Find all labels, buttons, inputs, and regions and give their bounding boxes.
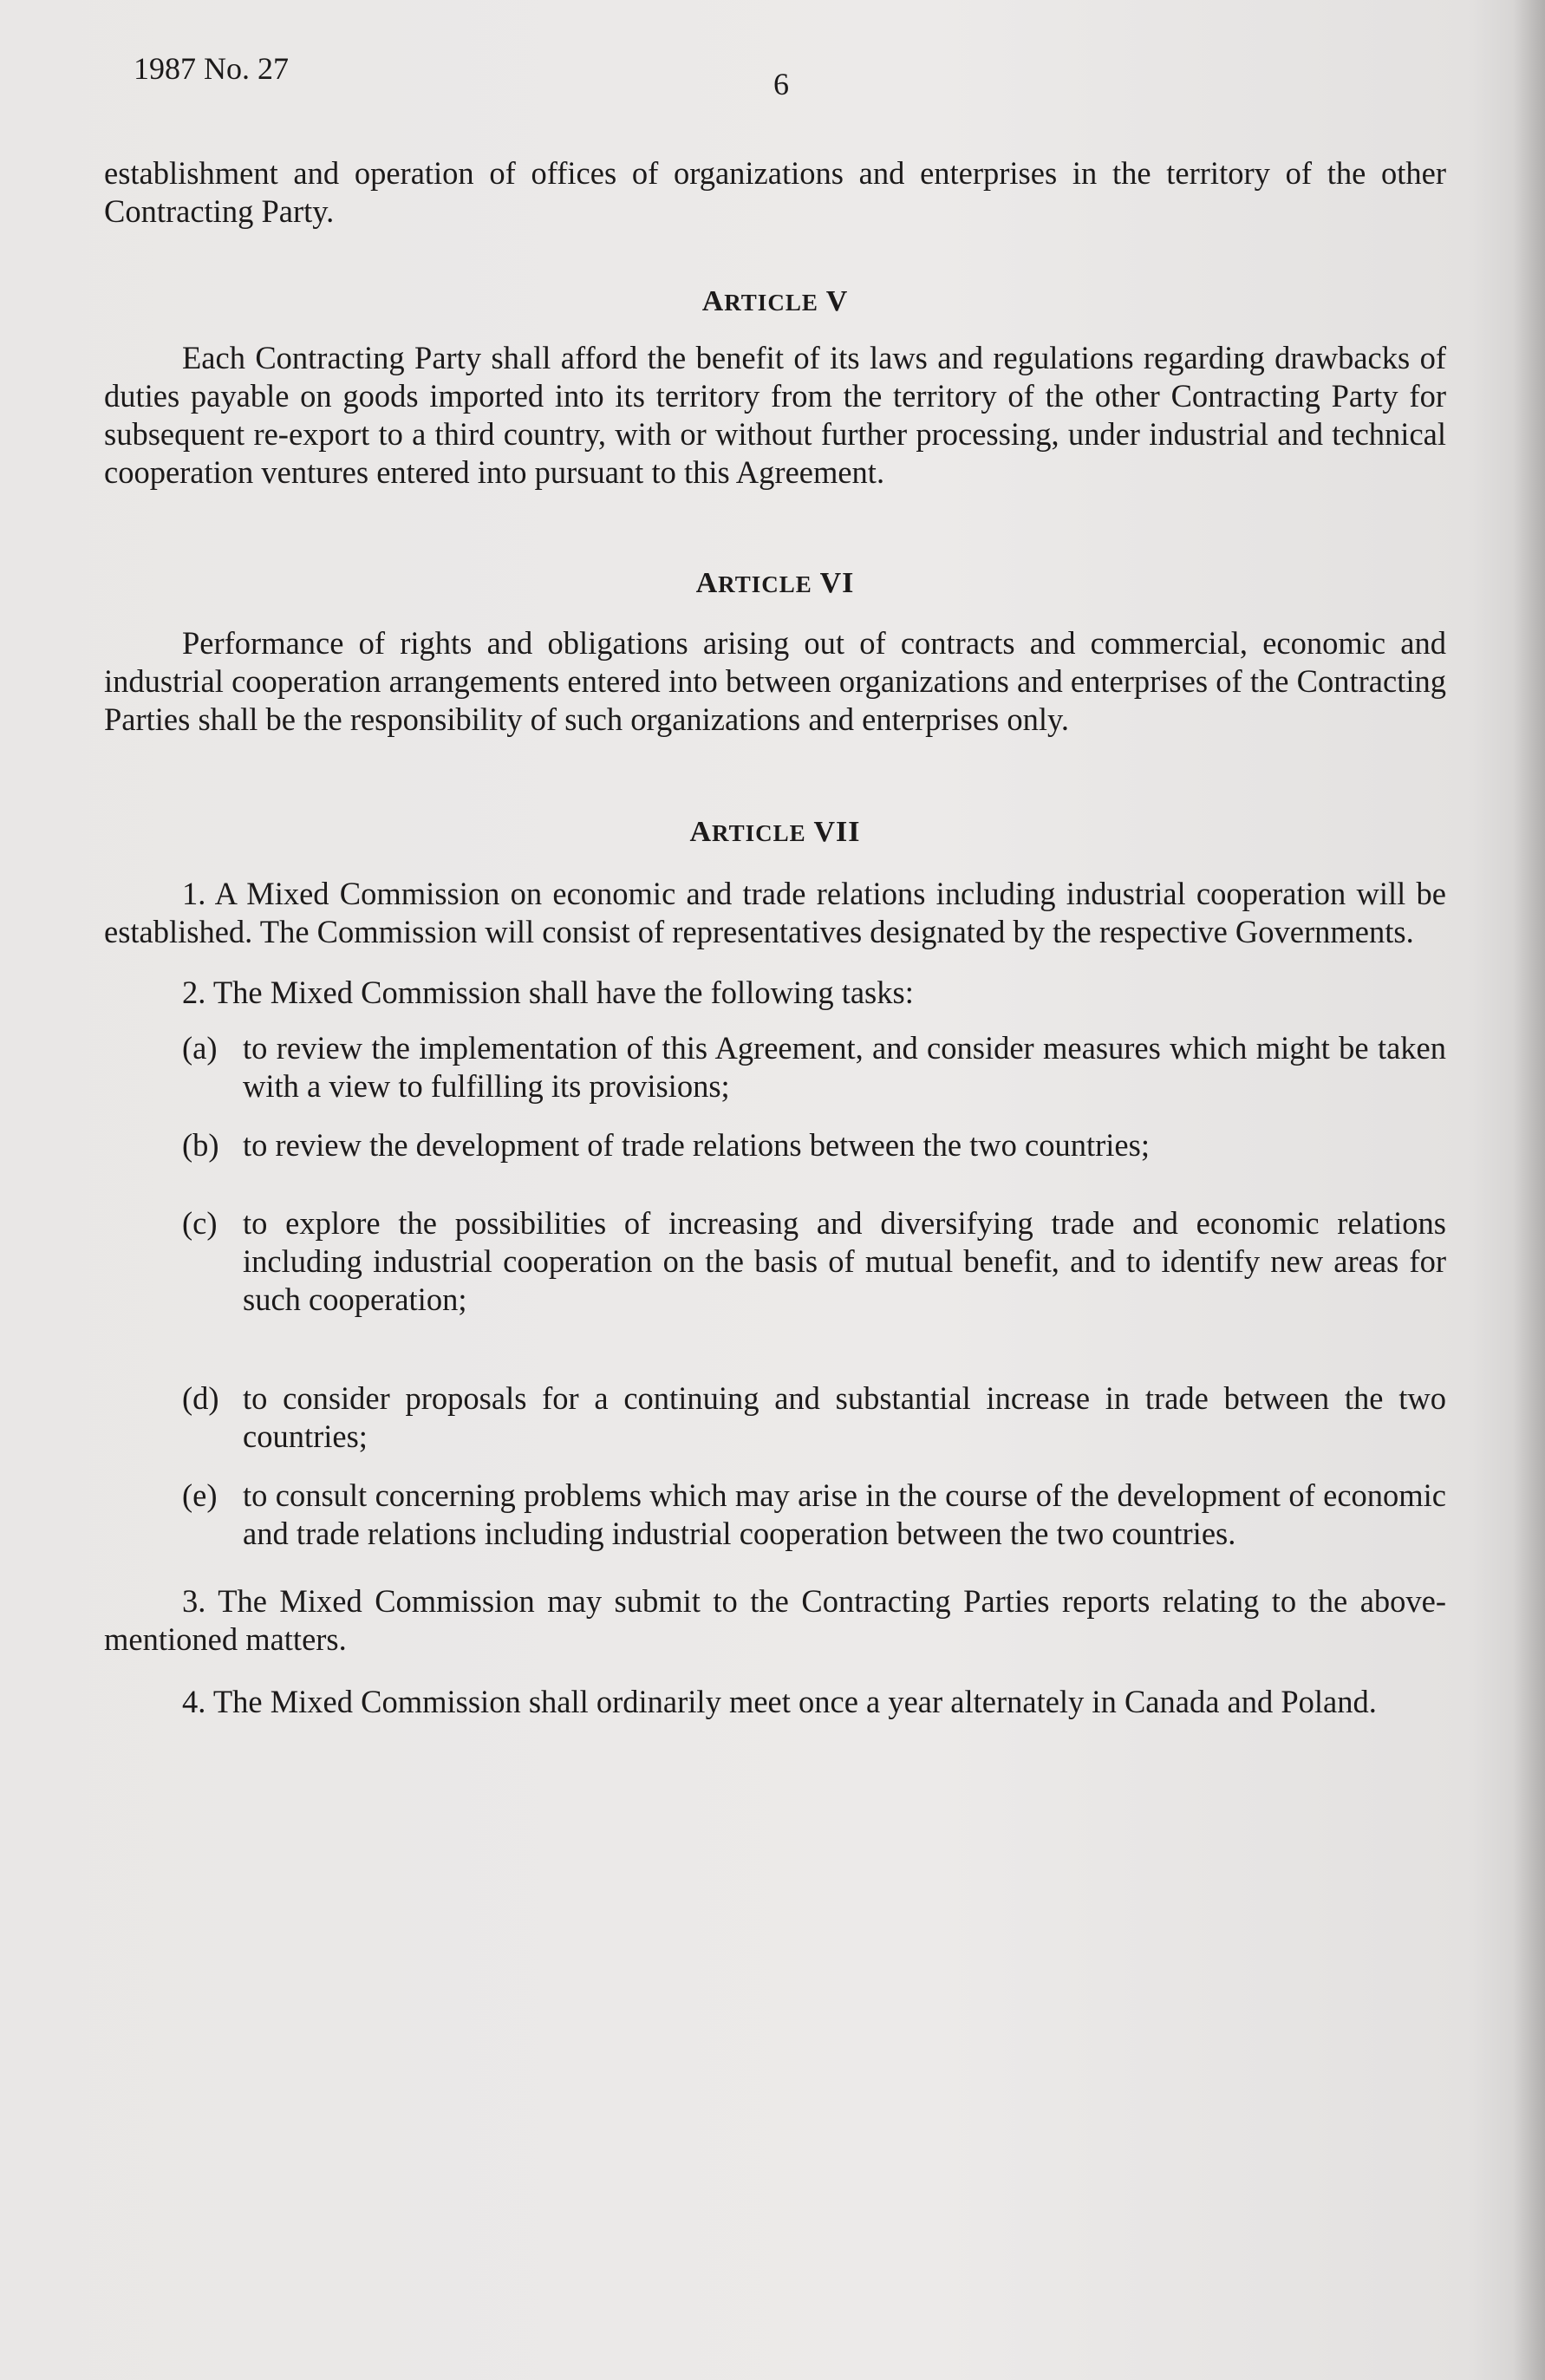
article-v-text: Each Contracting Party shall afford the benefit of its laws and regulations regarding drawbacks of duties payable on goods imported into its territory from the territory of the other Contracting Party for subsequent re-export to a third country, with or without further processing, under industrial and technical cooperation ventures entered into pursuant to this Agreement. (104, 340, 1446, 490)
task-item-c (104, 1204, 1446, 1319)
article-vii-para-2: 2. The Mixed Commission shall have the following tasks: (182, 975, 914, 1010)
task-text: to review the development of trade relations between the two countries; (243, 1127, 1150, 1163)
article-vii-heading: ARTICLE VII (689, 816, 861, 848)
article-vi-text: Performance of rights and obligations arising out of contracts and commercial, economic and industrial cooperation arrangements entered into between organizations and enterprises of the Contracting Parties shall be the responsibility of such organizations and enterprises only. (104, 625, 1446, 737)
article-vii-para-3: 3. The Mixed Commission may submit to the Contracting Parties reports relating to the above-mentioned matters. (104, 1583, 1446, 1657)
page-body (104, 154, 1446, 1721)
page-header (134, 50, 1406, 101)
page-edge-shadow (1514, 0, 1545, 2380)
document-number: 1987 No. 27 (134, 51, 289, 86)
task-label: (c) (182, 1205, 218, 1241)
article-vi-heading: ARTICLE VI (695, 567, 855, 599)
article-vii-para-1: 1. A Mixed Commission on economic and trade relations including industrial cooperation will be established. The Commission will consist of representatives designated by the respective Governments. (104, 876, 1446, 949)
task-item-e (104, 1477, 1446, 1553)
task-item-a (104, 1029, 1446, 1105)
task-text: to consult concerning problems which may arise in the course of the development of economic and trade relations including industrial cooperation between the two countries. (243, 1477, 1446, 1551)
page-number: 6 (773, 67, 789, 101)
task-text: to review the implementation of this Agreement, and consider measures which might be taken with a view to fulfilling its provisions; (243, 1030, 1446, 1104)
article-vii-para-4: 4. The Mixed Commission shall ordinarily meet once a year alternately in Canada and Poland. (182, 1684, 1377, 1719)
task-label: (b) (182, 1127, 219, 1163)
task-label: (e) (182, 1477, 218, 1513)
task-text: to consider proposals for a continuing and substantial increase in trade between the two countries; (243, 1380, 1446, 1454)
task-label: (a) (182, 1030, 218, 1066)
task-item-b (104, 1126, 1446, 1164)
article-v-heading: ARTICLE V (701, 285, 849, 317)
intro-paragraph: establishment and operation of offices of organizations and enterprises in the territory of the other Contracting Party. (104, 155, 1446, 229)
task-item-d (104, 1379, 1446, 1456)
task-text: to explore the possibilities of increasing and diversifying trade and economic relations including industrial cooperation on the basis of mutual benefit, and to identify new areas for such cooperation; (243, 1205, 1446, 1317)
task-label: (d) (182, 1380, 219, 1416)
